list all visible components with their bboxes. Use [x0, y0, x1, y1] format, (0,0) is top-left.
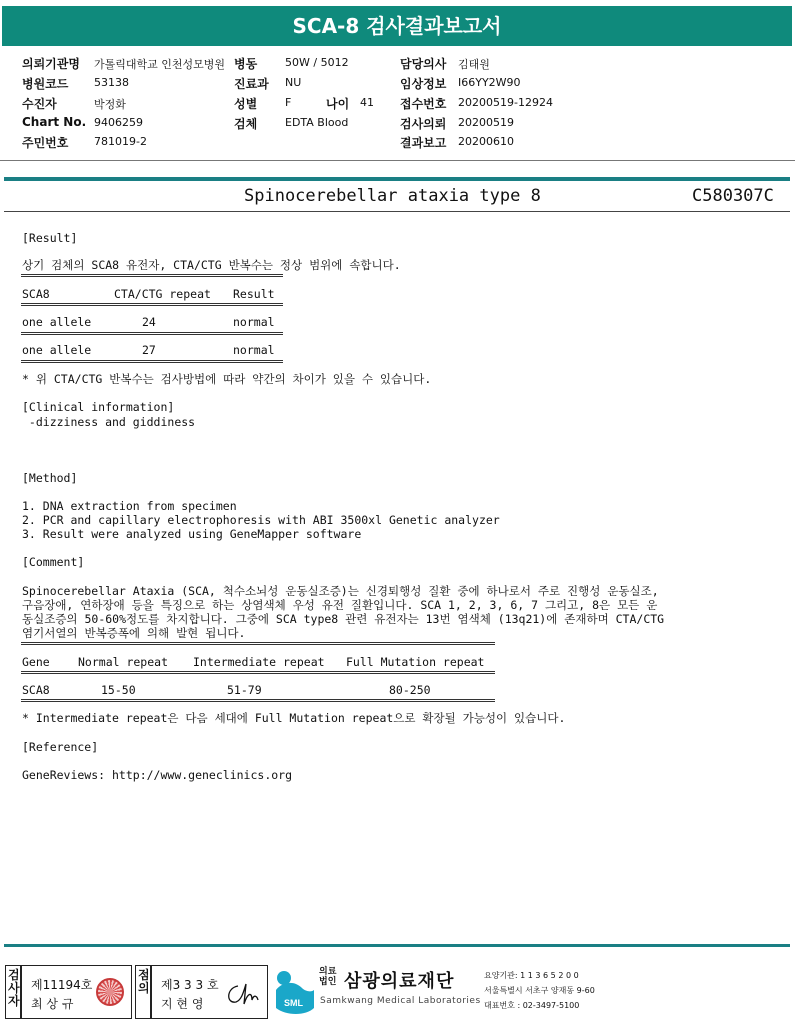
id-label: 주민번호	[22, 136, 69, 150]
test-name: Spinocerebellar ataxia type 8	[244, 186, 541, 206]
examiner-name: 최 상 규	[31, 997, 74, 1011]
inspector-label-text: 점의	[138, 968, 150, 995]
specimen-label: 검체	[234, 117, 258, 131]
sex-label: 성별	[234, 97, 258, 111]
gene-col-header: Intermediate repeat	[193, 655, 325, 669]
inspector-number: 제3 3 3 호	[161, 978, 219, 992]
ward-label: 병동	[234, 57, 258, 71]
examiner-label	[5, 965, 21, 1019]
request-value: 20200519	[458, 116, 514, 129]
comment-line: 구음장애, 연하장애 등을 특징으로 하는 상염색체 우성 유전 질환입니다. SCA 1, 2, 3, 6, 7 그리고, 8은 모든 운	[22, 598, 658, 612]
gene-cell: 51-79	[227, 683, 262, 697]
reference-heading: [Reference]	[22, 740, 99, 754]
footer-rule	[4, 944, 790, 947]
result-cell: one allele	[22, 315, 92, 329]
result-cell: 27	[142, 343, 156, 357]
patient-value: 박정화	[94, 98, 126, 111]
hospital-label: 의뢰기관명	[22, 57, 80, 71]
result-col-result: Result	[233, 287, 275, 301]
result-cell: normal	[233, 315, 275, 329]
doctor-label: 담당의사	[400, 57, 447, 71]
report-date-value: 20200610	[458, 135, 514, 148]
code-value: 53138	[94, 76, 129, 89]
org-name: 삼광의료재단	[344, 971, 455, 992]
gene-col-header: Full Mutation repeat	[346, 655, 485, 669]
org-address: 서울특별시 서초구 양재동 9-60	[484, 986, 595, 995]
result-cell: normal	[233, 343, 275, 357]
specimen-value: EDTA Blood	[285, 116, 349, 129]
sex-value: F	[285, 96, 292, 109]
comment-note: * Intermediate repeat은 다음 세대에 Full Mutation repeat으로 확장될 가능성이 있습니다.	[22, 711, 566, 725]
result-cell: 24	[142, 315, 156, 329]
report-title: SCA-8 검사결과보고서	[2, 6, 792, 46]
result-note: * 위 CTA/CTG 반복수는 검사방법에 따라 약간의 차이가 있을 수 있습니다.	[22, 372, 432, 386]
gene-cell: SCA8	[22, 683, 50, 697]
result-heading: [Result]	[22, 231, 78, 245]
org-prefix-line: 법인	[319, 977, 337, 987]
table-rule	[21, 360, 283, 363]
chart-value: 9406259	[94, 116, 143, 129]
sml-logo-icon	[272, 968, 316, 1016]
request-label: 검사의뢰	[400, 117, 447, 131]
section-rule	[4, 177, 790, 181]
table-rule	[21, 671, 495, 674]
org-english-name: Samkwang Medical Laboratories	[320, 996, 481, 1006]
table-rule	[21, 699, 495, 702]
table-rule	[21, 274, 283, 277]
clinical-value: I66YY2W90	[458, 76, 521, 89]
result-summary: 상기 검체의 SCA8 유전자, CTA/CTG 반복수는 정상 범위에 속합니다.	[22, 258, 401, 272]
dept-label: 진료과	[234, 77, 269, 91]
age-value: 41	[360, 96, 374, 109]
comment-line: 동실조증의 50-60%정도를 차지합니다. 그중에 SCA type8 관련 유전자는 13번 염색체 (13q21)에 존재하며 CTA/CTG	[22, 612, 665, 626]
gene-cell: 15-50	[101, 683, 136, 697]
table-rule	[21, 332, 283, 335]
comment-heading: [Comment]	[22, 555, 85, 569]
code-label: 병원코드	[22, 77, 69, 91]
gene-cell: 80-250	[389, 683, 431, 697]
clinical-label: 임상정보	[400, 77, 447, 91]
hospital-value: 가톨릭대학교 인천성모병원	[94, 58, 226, 71]
org-prefix-line: 의료	[319, 967, 337, 977]
clinical-heading: [Clinical information]	[22, 400, 175, 414]
header-divider	[0, 160, 795, 161]
method-step: 2. PCR and capillary electrophoresis with ABI 3500xl Genetic analyzer	[22, 513, 500, 527]
id-value: 781019-2	[94, 135, 147, 148]
method-step: 1. DNA extraction from specimen	[22, 499, 237, 513]
title-underline	[4, 211, 790, 212]
examiner-label-text: 검사자	[8, 968, 20, 1008]
chart-label: Chart No.	[22, 115, 87, 129]
receipt-value: 20200519-12924	[458, 96, 553, 109]
clinical-text: -dizziness and giddiness	[22, 415, 196, 429]
result-cell: one allele	[22, 343, 92, 357]
gene-col-header: Normal repeat	[78, 655, 169, 669]
receipt-label: 접수번호	[400, 97, 447, 111]
gene-col-header: Gene	[22, 655, 50, 669]
table-rule	[21, 642, 495, 645]
comment-line: Spinocerebellar Ataxia (SCA, 척수소뇌성 운동실조증)는 신경퇴행성 질환 중에 하나로서 주로 진행성 운동실조,	[22, 584, 659, 598]
inspector-label	[135, 965, 151, 1019]
test-code: C580307C	[692, 186, 774, 206]
org-phone: 대표번호 : 02-3497-5100	[484, 1001, 580, 1010]
age-label: 나이	[326, 97, 350, 111]
org-prefix	[319, 967, 336, 987]
org-code: 요양기관: 1 1 3 6 5 2 0 0	[484, 971, 579, 980]
ward-value: 50W / 5012	[285, 56, 349, 69]
report-date-label: 결과보고	[400, 136, 447, 150]
examiner-number: 제11194호	[31, 978, 93, 992]
inspector-name: 지 현 영	[161, 997, 204, 1011]
patient-label: 수진자	[22, 97, 57, 111]
comment-line: 염기서열의 반복증폭에 의해 발현 됩니다.	[22, 626, 246, 640]
seal-stamp-icon	[96, 978, 124, 1006]
table-rule	[21, 303, 283, 306]
result-col-gene: SCA8	[22, 287, 50, 301]
doctor-value: 김태원	[458, 58, 490, 71]
result-col-repeat: CTA/CTG repeat	[114, 287, 211, 301]
method-heading: [Method]	[22, 471, 78, 485]
reference-text: GeneReviews: http://www.geneclinics.org	[22, 768, 293, 782]
logo-text: SML	[284, 998, 303, 1008]
dept-value: NU	[285, 76, 302, 89]
signature-icon	[224, 978, 262, 1008]
method-step: 3. Result were analyzed using GeneMapper software	[22, 527, 362, 541]
